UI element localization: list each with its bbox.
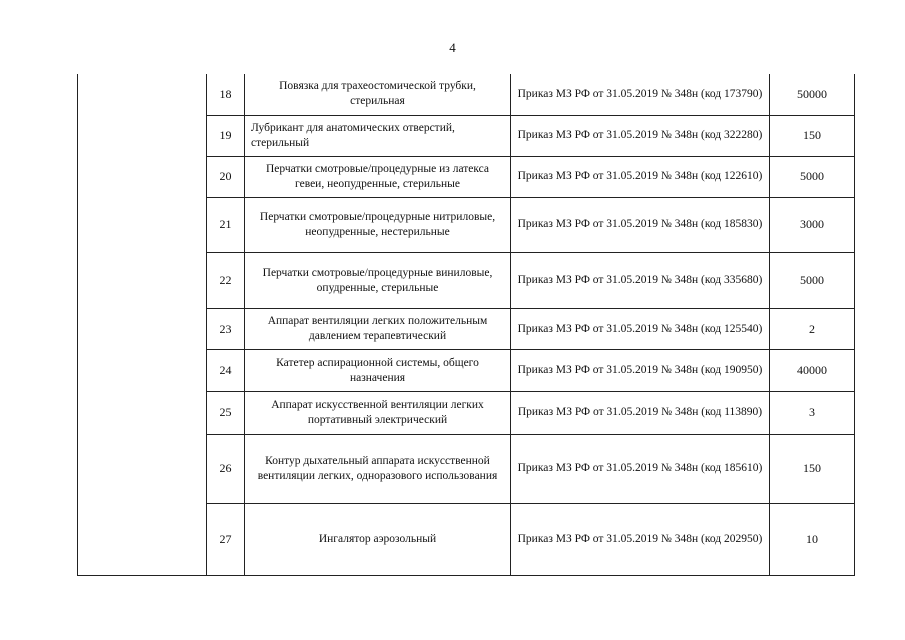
item-name: Аппарат вентиляции легких положительным давлением терапевтический xyxy=(245,309,511,350)
item-name: Аппарат искусственной вентиляции легких портативный электрический xyxy=(245,392,511,434)
item-reference: Приказ МЗ РФ от 31.05.2019 № 348н (код 335680) xyxy=(511,252,770,308)
row-number: 21 xyxy=(207,197,245,252)
item-name: Повязка для трахеостомической трубки, стерильная xyxy=(245,74,511,115)
page-number: 4 xyxy=(449,40,456,55)
row-number: 18 xyxy=(207,74,245,115)
item-reference: Приказ МЗ РФ от 31.05.2019 № 348н (код 113890) xyxy=(511,392,770,434)
item-reference: Приказ МЗ РФ от 31.05.2019 № 348н (код 190950) xyxy=(511,350,770,392)
table-row xyxy=(78,74,855,115)
item-quantity: 10 xyxy=(770,503,855,575)
item-reference: Приказ МЗ РФ от 31.05.2019 № 348н (код 122610) xyxy=(511,156,770,197)
row-number: 24 xyxy=(207,350,245,392)
item-quantity: 3 xyxy=(770,392,855,434)
item-quantity: 50000 xyxy=(770,74,855,115)
item-reference: Приказ МЗ РФ от 31.05.2019 № 348н (код 173790) xyxy=(511,74,770,115)
item-quantity: 2 xyxy=(770,309,855,350)
item-reference: Приказ МЗ РФ от 31.05.2019 № 348н (код 125540) xyxy=(511,309,770,350)
item-name: Ингалятор аэрозольный xyxy=(245,503,511,575)
row-number: 26 xyxy=(207,434,245,503)
item-name: Перчатки смотровые/процедурные виниловые, опудренные, стерильные xyxy=(245,252,511,308)
item-name: Лубрикант для анатомических отверстий, стерильный xyxy=(245,115,511,156)
item-quantity: 5000 xyxy=(770,252,855,308)
item-quantity: 5000 xyxy=(770,156,855,197)
item-reference: Приказ МЗ РФ от 31.05.2019 № 348н (код 185830) xyxy=(511,197,770,252)
item-quantity: 3000 xyxy=(770,197,855,252)
item-name: Перчатки смотровые/процедурные из латекса гевеи, неопудренные, стерильные xyxy=(245,156,511,197)
row-number: 22 xyxy=(207,252,245,308)
row-number: 20 xyxy=(207,156,245,197)
item-name: Контур дыхательный аппарата искусственной вентиляции легких, одноразового использования xyxy=(245,434,511,503)
blank-left-column xyxy=(78,74,207,576)
row-number: 25 xyxy=(207,392,245,434)
row-number: 27 xyxy=(207,503,245,575)
medical-supplies-table xyxy=(77,74,855,576)
item-reference: Приказ МЗ РФ от 31.05.2019 № 348н (код 322280) xyxy=(511,115,770,156)
item-name: Катетер аспирационной системы, общего назначения xyxy=(245,350,511,392)
item-reference: Приказ МЗ РФ от 31.05.2019 № 348н (код 202950) xyxy=(511,503,770,575)
item-reference: Приказ МЗ РФ от 31.05.2019 № 348н (код 185610) xyxy=(511,434,770,503)
row-number: 23 xyxy=(207,309,245,350)
item-name: Перчатки смотровые/процедурные нитриловые, неопудренные, нестерильные xyxy=(245,197,511,252)
item-quantity: 150 xyxy=(770,434,855,503)
item-quantity: 40000 xyxy=(770,350,855,392)
row-number: 19 xyxy=(207,115,245,156)
item-quantity: 150 xyxy=(770,115,855,156)
